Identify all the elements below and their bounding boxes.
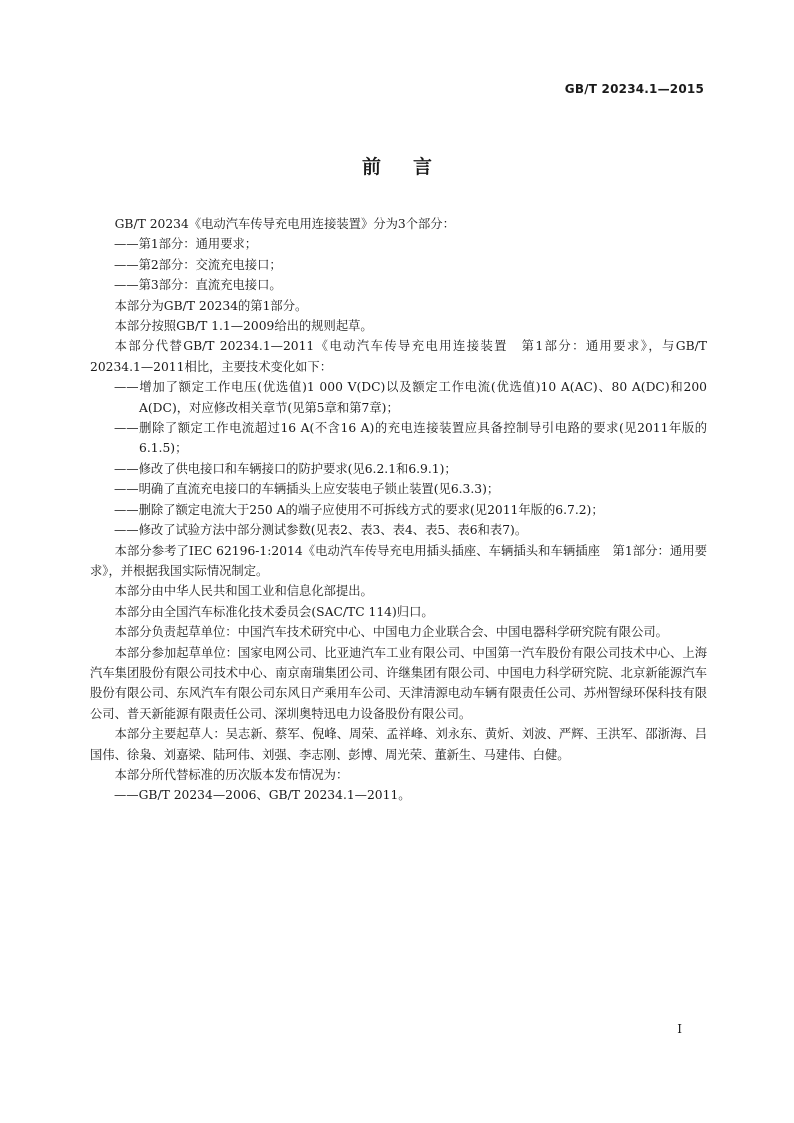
list-item: ——GB/T 20234—2006、GB/T 20234.1—2011。 — [114, 788, 411, 803]
list-item: ——增加了额定工作电压(优选值)1 000 V(DC)以及额定工作电流(优选值)10 A(AC)、80 A(DC)和200 A(DC)，对应修改相关章节(见第5章和第7章)； — [114, 380, 707, 415]
list-item: ——第2部分：交流充电接口； — [114, 257, 282, 272]
page-number: I — [677, 1022, 682, 1036]
paragraph: 本部分主要起草人：吴志新、蔡军、倪峰、周荣、孟祥峰、刘永东、黄炘、刘波、严辉、王洪军、邵浙海、吕国伟、徐枭、刘嘉梁、陆珂伟、刘强、李志刚、彭博、周光荣、董新生、马建伟、白健。 — [90, 727, 707, 762]
list-item: ——明确了直流充电接口的车辆插头上应安装电子锁止装置(见6.3.3)； — [114, 482, 500, 497]
list-item: ——第1部分：通用要求； — [114, 237, 258, 252]
list-item: ——修改了试验方法中部分测试参数(见表2、表3、表4、表5、表6和表7)。 — [114, 523, 528, 538]
list-item: ——删除了额定工作电流超过16 A(不含16 A)的充电连接装置应具备控制导引电路的要求(见2011年版的6.1.5)； — [114, 421, 707, 456]
paragraph: GB/T 20234《电动汽车传导充电用连接装置》分为3个部分： — [114, 217, 455, 231]
paragraph: 本部分为GB/T 20234的第1部分。 — [114, 298, 308, 313]
paragraph: 本部分代替GB/T 20234.1—2011《电动汽车传导充电用连接装置 第1部分：通用要求》，与GB/T 20234.1—2011相比，主要技术变化如下： — [90, 339, 707, 374]
list-item: ——第3部分：直流充电接口。 — [114, 278, 282, 293]
paragraph: 本部分所代替标准的历次版本发布情况为： — [114, 767, 349, 782]
list-item: ——修改了供电接口和车辆接口的防护要求(见6.2.1和6.9.1)； — [114, 461, 457, 476]
paragraph: 本部分按照GB/T 1.1—2009给出的规则起草。 — [114, 319, 373, 334]
document-body — [90, 214, 707, 806]
paragraph: 本部分由中华人民共和国工业和信息化部提出。 — [114, 584, 373, 599]
paragraph: 本部分负责起草单位：中国汽车技术研究中心、中国电力企业联合会、中国电器科学研究院有限公司。 — [114, 625, 668, 640]
standard-number: GB/T 20234.1—2015 — [564, 82, 704, 96]
paragraph: 本部分参考了IEC 62196-1:2014《电动汽车传导充电用插头插座、车辆插头和车辆插座 第1部分：通用要求》，并根据我国实际情况制定。 — [90, 543, 707, 578]
list-item: ——删除了额定电流大于250 A的端子应使用不可拆线方式的要求(见2011年版的6.7.2)； — [114, 502, 604, 517]
paragraph: 本部分由全国汽车标准化技术委员会(SAC/TC 114)归口。 — [114, 604, 434, 619]
page-title: 前言 — [361, 156, 464, 178]
paragraph: 本部分参加起草单位：国家电网公司、比亚迪汽车工业有限公司、中国第一汽车股份有限公司技术中心、上海汽车集团股份有限公司技术中心、南京南瑞集团公司、许继集团有限公司、中国电力科学研究院、北京新能源汽车股份有限公司、东风汽车有限公司东风日产乘用车公司、天津清源电动车辆有限责任公司、苏州智绿环保科技有限公司、普天新能源有限责任公司、深圳奥特迅电力设备股份有限公司。 — [90, 645, 707, 721]
